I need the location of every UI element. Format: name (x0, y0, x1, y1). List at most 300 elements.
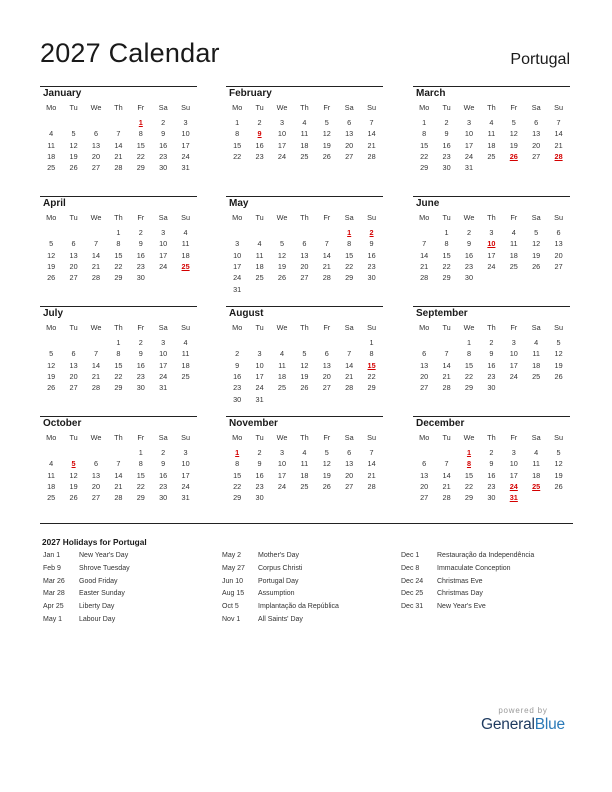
weekday-header: Su (181, 213, 191, 222)
calendar-date: 23 (159, 151, 168, 161)
holiday-date: 25 (532, 481, 541, 491)
calendar-date: 15 (114, 250, 123, 260)
calendar-date: 28 (91, 383, 101, 393)
calendar-date: 19 (322, 140, 331, 150)
holiday-date: 25 (181, 261, 190, 271)
calendar-date: 2 (257, 118, 262, 127)
holiday-date-label: May 2 (222, 552, 242, 559)
calendar-date: 30 (233, 394, 242, 404)
calendar-date: 8 (116, 239, 121, 249)
calendar-date: 16 (136, 250, 145, 260)
calendar-date: 6 (534, 118, 539, 127)
calendar-date: 12 (300, 360, 309, 370)
calendar-date: 6 (422, 349, 427, 359)
calendar-date: 17 (181, 140, 190, 150)
calendar-date: 10 (277, 129, 287, 139)
holiday-name: Portugal Day (258, 577, 299, 585)
month-march (413, 86, 570, 173)
calendar-date: 1 (422, 118, 427, 127)
weekday-header: Su (367, 323, 377, 332)
calendar-date: 1 (369, 338, 374, 347)
calendar-date: 1 (138, 448, 143, 457)
brand-logo (474, 706, 572, 734)
calendar-date: 1 (235, 118, 240, 127)
calendar-date: 3 (161, 228, 166, 237)
weekday-header: Tu (255, 323, 264, 332)
calendar-date: 29 (464, 383, 474, 393)
calendar-date: 31 (464, 163, 474, 173)
weekday-header: Tu (442, 213, 451, 222)
calendar-date: 9 (235, 360, 240, 370)
calendar-date: 29 (114, 273, 123, 283)
calendar-date: 17 (509, 470, 518, 480)
calendar-date: 19 (554, 470, 563, 480)
calendar-date: 4 (511, 228, 516, 237)
calendar-date: 10 (277, 459, 287, 469)
holiday-name: New Year's Eve (437, 603, 486, 611)
calendar-date: 9 (444, 129, 449, 139)
calendar-date: 23 (136, 371, 145, 381)
calendar-date: 22 (114, 371, 123, 381)
calendar-date: 11 (47, 140, 55, 150)
holiday-date-label: Jun 10 (222, 577, 244, 585)
calendar-date: 12 (277, 250, 287, 260)
calendar-date: 3 (279, 448, 285, 457)
calendar-date: 7 (556, 118, 561, 127)
calendar-date: 22 (420, 151, 429, 161)
calendar-date: 19 (532, 250, 541, 260)
calendar-date: 26 (554, 371, 563, 381)
holiday-date-label: Dec 31 (401, 603, 424, 611)
month-may (226, 196, 383, 294)
calendar-date: 13 (420, 360, 429, 370)
calendar-date: 15 (345, 250, 354, 260)
month-july (40, 306, 197, 393)
calendar-date: 21 (554, 140, 563, 150)
calendar-date: 23 (487, 371, 496, 381)
calendar-date: 12 (69, 140, 78, 150)
calendar-date: 21 (322, 261, 331, 271)
holiday-date-label: Nov 1 (222, 616, 241, 623)
calendar-date: 13 (420, 470, 429, 480)
calendar-date: 23 (255, 481, 264, 491)
weekday-header: We (90, 213, 102, 222)
calendar-date: 3 (257, 349, 262, 359)
calendar-date: 4 (302, 448, 307, 457)
calendar-date: 3 (183, 118, 188, 127)
calendar-date: 2 (489, 448, 494, 457)
calendar-date: 21 (114, 151, 123, 161)
weekday-header: Fr (137, 103, 145, 112)
calendar-date: 2 (138, 228, 143, 237)
holiday-date-label: May 1 (43, 616, 63, 623)
month-december (413, 416, 570, 503)
calendar-date: 19 (300, 371, 309, 381)
calendar-date: 29 (114, 383, 123, 393)
calendar-date: 1 (466, 338, 472, 347)
calendar-date: 13 (91, 140, 101, 150)
holiday-date: 1 (466, 448, 472, 457)
calendar-date: 7 (444, 459, 449, 469)
weekday-header: Th (114, 433, 123, 442)
holiday-name: Christmas Day (437, 590, 483, 598)
calendar-date: 21 (442, 371, 451, 381)
weekday-header: Fr (137, 213, 145, 222)
month-name: May (229, 198, 249, 209)
calendar-date: 19 (509, 140, 518, 150)
holiday-date: 31 (509, 493, 518, 503)
calendar-date: 20 (300, 261, 309, 271)
weekday-header: Mo (232, 103, 243, 112)
calendar-date: 13 (300, 250, 309, 260)
calendar-date: 24 (233, 273, 242, 283)
calendar-date: 20 (322, 371, 331, 381)
month-august (226, 306, 383, 404)
calendar-date: 18 (300, 470, 309, 480)
calendar-date: 8 (444, 239, 449, 249)
calendar-date: 11 (532, 349, 540, 359)
divider (40, 523, 573, 524)
holiday-name: New Year's Day (79, 552, 129, 559)
calendar-date: 4 (534, 338, 539, 347)
calendar-date: 24 (159, 371, 168, 381)
calendar-date: 29 (136, 163, 145, 173)
calendar-date: 30 (255, 493, 264, 503)
calendar-date: 30 (464, 273, 474, 283)
weekday-header: Fr (510, 103, 518, 112)
calendar-date: 20 (69, 371, 78, 381)
calendar-date: 29 (442, 273, 451, 283)
calendar-date: 11 (300, 129, 309, 139)
calendar-date: 3 (511, 448, 516, 457)
calendar-date: 18 (277, 371, 287, 381)
weekday-header: Su (367, 103, 377, 112)
weekday-header: Th (300, 433, 309, 442)
weekday-header: We (276, 103, 288, 112)
calendar-date: 11 (47, 470, 55, 480)
calendar-date: 31 (181, 163, 190, 173)
calendar-date: 13 (69, 360, 78, 370)
calendar-date: 18 (532, 360, 541, 370)
calendar-date: 11 (255, 250, 264, 260)
calendar-date: 22 (233, 481, 242, 491)
calendar-date: 19 (554, 360, 563, 370)
weekday-header: Fr (510, 433, 518, 442)
weekday-header: Sa (344, 213, 354, 222)
holiday-date-label: Aug 15 (222, 590, 245, 598)
calendar-date: 1 (444, 228, 449, 237)
calendar-date: 17 (233, 261, 242, 271)
calendar-date: 28 (442, 383, 451, 393)
calendar-date: 19 (69, 151, 78, 161)
holiday-date: 10 (487, 239, 496, 249)
calendar-date: 9 (489, 349, 494, 359)
month-name: March (416, 88, 446, 99)
month-name: April (43, 198, 66, 209)
calendar-date: 24 (181, 481, 190, 491)
calendar-date: 26 (47, 273, 56, 283)
calendar-date: 15 (136, 470, 145, 480)
calendar-date: 11 (510, 239, 518, 249)
calendar-date: 21 (91, 371, 101, 381)
holiday-name: Good Friday (79, 577, 118, 585)
calendar-date: 30 (367, 273, 376, 283)
calendar-date: 20 (420, 481, 429, 491)
weekday-header: Th (300, 103, 309, 112)
weekday-header: Mo (419, 323, 430, 332)
calendar-date: 1 (116, 338, 121, 347)
calendar-date: 7 (324, 239, 329, 249)
weekday-header: Fr (323, 103, 331, 112)
calendar-date: 25 (300, 151, 309, 161)
calendar-date: 12 (554, 349, 563, 359)
calendar-date: 20 (554, 250, 563, 260)
calendar-date: 10 (159, 239, 168, 249)
calendar-date: 19 (47, 261, 56, 271)
calendar-date: 26 (69, 163, 78, 173)
holiday-date-label: Dec 8 (401, 564, 420, 572)
calendar-date: 16 (159, 140, 168, 150)
calendar-date: 12 (322, 129, 331, 139)
calendar-date: 7 (444, 349, 449, 359)
calendar-date: 29 (136, 493, 145, 503)
calendar-date: 25 (300, 481, 309, 491)
calendar-date: 31 (159, 383, 168, 393)
calendar-date: 3 (235, 239, 240, 249)
calendar-date: 22 (442, 261, 451, 271)
calendar-date: 23 (442, 151, 451, 161)
weekday-header: Mo (46, 103, 57, 112)
calendar-date: 16 (233, 371, 242, 381)
calendar-date: 14 (91, 250, 101, 260)
weekday-header: Sa (531, 433, 541, 442)
calendar-date: 17 (509, 360, 518, 370)
calendar-date: 21 (91, 261, 101, 271)
holiday-name: Shrove Tuesday (79, 564, 130, 572)
calendar-date: 10 (255, 360, 264, 370)
calendar-date: 24 (464, 151, 474, 161)
calendar-date: 14 (420, 250, 429, 260)
calendar-date: 26 (322, 151, 331, 161)
weekday-header: Tu (69, 323, 78, 332)
calendar-date: 17 (159, 250, 168, 260)
calendar-date: 6 (347, 448, 352, 457)
calendar-date: 27 (69, 383, 78, 393)
calendar-date: 6 (71, 349, 76, 359)
calendar-date: 11 (181, 239, 190, 249)
calendar-date: 31 (233, 284, 242, 294)
calendar-date: 20 (532, 140, 541, 150)
calendar-date: 28 (442, 493, 451, 503)
weekday-header: We (463, 323, 475, 332)
weekday-header: Su (554, 323, 564, 332)
calendar-date: 16 (255, 470, 264, 480)
calendar-date: 16 (442, 140, 451, 150)
calendar-date: 9 (138, 239, 143, 249)
weekday-header: Sa (531, 213, 541, 222)
calendar-date: 24 (277, 151, 287, 161)
weekday-header: Fr (323, 433, 331, 442)
calendar-date: 25 (47, 163, 56, 173)
calendar-date: 23 (367, 261, 376, 271)
calendar-date: 27 (554, 261, 563, 271)
calendar-date: 13 (345, 129, 354, 139)
month-name: December (416, 418, 465, 429)
calendar-date: 10 (233, 250, 242, 260)
weekday-header: Sa (158, 433, 168, 442)
calendar-date: 12 (47, 360, 56, 370)
calendar-date: 20 (345, 470, 354, 480)
holiday-date: 1 (235, 448, 240, 457)
calendar-date: 12 (554, 459, 563, 469)
weekday-header: Th (114, 103, 123, 112)
calendar-date: 12 (532, 239, 541, 249)
calendar-date: 30 (442, 163, 451, 173)
powered-by-text: powered by (498, 706, 548, 715)
calendar-date: 28 (91, 273, 101, 283)
weekday-header: Su (554, 433, 564, 442)
calendar-date: 20 (91, 151, 101, 161)
calendar-date: 6 (422, 459, 427, 469)
calendar-date: 23 (464, 261, 474, 271)
calendar-date: 21 (367, 140, 376, 150)
calendar-date: 18 (300, 140, 309, 150)
calendar-date: 17 (277, 470, 287, 480)
calendar-date: 7 (369, 118, 374, 127)
calendar-date: 24 (509, 371, 518, 381)
holiday-date-label: Dec 1 (401, 552, 420, 559)
calendar-date: 20 (420, 371, 429, 381)
calendar-date: 27 (300, 273, 309, 283)
weekday-header: Sa (158, 323, 168, 332)
country-label: Portugal (510, 51, 570, 68)
calendar-date: 10 (159, 349, 168, 359)
calendar-date: 25 (487, 151, 496, 161)
calendar-date: 23 (136, 261, 145, 271)
calendar-date: 13 (69, 250, 78, 260)
calendar-date: 9 (161, 129, 166, 139)
holiday-date: 5 (71, 459, 76, 469)
calendar-date: 24 (159, 261, 168, 271)
calendar-date: 10 (181, 129, 190, 139)
weekday-header: Mo (46, 433, 57, 442)
calendar-date: 7 (116, 129, 121, 139)
calendar-date: 28 (114, 163, 123, 173)
calendar-date: 15 (442, 250, 451, 260)
calendar-date: 3 (183, 448, 188, 457)
calendar-date: 7 (347, 349, 352, 359)
weekday-header: Su (367, 433, 377, 442)
calendar-date: 25 (277, 383, 287, 393)
holiday-date: 1 (138, 118, 143, 127)
calendar-date: 18 (181, 250, 190, 260)
holiday-date-label: Feb 9 (43, 564, 61, 572)
weekday-header: Th (300, 213, 309, 222)
calendar-date: 13 (345, 459, 354, 469)
weekday-header: Sa (344, 433, 354, 442)
calendar-date: 14 (322, 250, 331, 260)
weekday-header: Tu (69, 213, 78, 222)
holiday-name: Christmas Eve (437, 577, 483, 585)
calendar-date: 5 (302, 349, 307, 359)
month-name: February (229, 88, 272, 99)
weekday-header: Th (487, 323, 496, 332)
calendar-date: 27 (322, 383, 331, 393)
calendar-date: 2 (257, 448, 262, 457)
weekday-header: Sa (531, 103, 541, 112)
holiday-name: Labour Day (79, 616, 116, 623)
calendar-date: 7 (93, 349, 99, 359)
weekday-header: Mo (419, 433, 430, 442)
calendar-date: 16 (255, 140, 264, 150)
calendar-date: 27 (69, 273, 78, 283)
calendar-date: 5 (556, 448, 561, 457)
calendar-date: 2 (235, 349, 240, 359)
calendar-date: 16 (159, 470, 168, 480)
calendar-date: 18 (509, 250, 518, 260)
calendar-date: 30 (159, 493, 168, 503)
calendar-date: 28 (367, 481, 376, 491)
calendar-date: 22 (233, 151, 242, 161)
calendar-date: 12 (47, 250, 56, 260)
calendar-date: 24 (277, 481, 287, 491)
weekday-header: Mo (46, 213, 57, 222)
calendar-date: 10 (181, 459, 190, 469)
calendar-date: 21 (114, 481, 123, 491)
month-june (413, 196, 570, 283)
calendar-date: 27 (345, 481, 354, 491)
calendar-date: 4 (279, 349, 285, 359)
calendar-date: 17 (181, 470, 190, 480)
month-september (413, 306, 570, 393)
calendar-date: 6 (324, 349, 329, 359)
calendar-date: 28 (420, 273, 429, 283)
calendar-date: 22 (367, 371, 376, 381)
calendar-date: 7 (369, 448, 374, 457)
calendar-date: 5 (49, 349, 54, 359)
calendar-date: 29 (233, 493, 242, 503)
calendar-date: 6 (93, 129, 99, 139)
weekday-header: Mo (232, 433, 243, 442)
weekday-header: Sa (344, 323, 354, 332)
holiday-date-label: May 27 (222, 564, 245, 572)
calendar-date: 17 (255, 371, 264, 381)
calendar-date: 29 (464, 493, 474, 503)
month-january (40, 86, 197, 173)
calendar-date: 4 (183, 228, 188, 237)
calendar-date: 16 (487, 360, 496, 370)
weekday-header: Tu (442, 103, 451, 112)
calendar-date: 31 (255, 394, 264, 404)
calendar-date: 15 (233, 140, 242, 150)
weekday-header: We (463, 433, 475, 442)
calendar-date: 12 (509, 129, 518, 139)
calendar-date: 28 (322, 273, 331, 283)
month-name: November (229, 418, 278, 429)
calendar-date: 30 (136, 383, 145, 393)
month-october (40, 416, 197, 503)
calendar-date: 19 (47, 371, 56, 381)
calendar-date: 4 (49, 129, 54, 139)
calendar-date: 18 (255, 261, 264, 271)
calendar-date: 26 (300, 383, 309, 393)
calendar-date: 2 (444, 118, 449, 127)
calendar-date: 5 (324, 448, 329, 457)
calendar-date: 28 (114, 493, 123, 503)
calendar-date: 17 (487, 250, 496, 260)
calendar-date: 22 (464, 371, 474, 381)
calendar-date: 30 (136, 273, 145, 283)
